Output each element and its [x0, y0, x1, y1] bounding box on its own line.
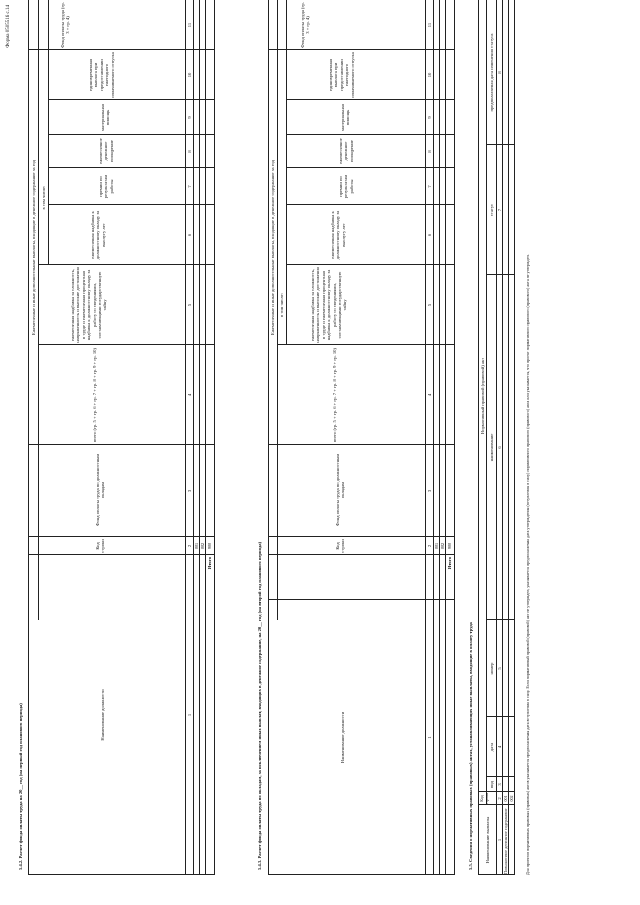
- s2-num-7: 7: [427, 185, 432, 188]
- s3-header-act: Нормативный правовой (правовой) акт: [480, 357, 485, 435]
- section-1-title: 5.4.2. Расчет фонда оплаты труда на 20__ год (на первый год планового периода): [18, 703, 23, 870]
- s2-total-code: 900: [447, 542, 452, 550]
- section-3-title: 5.5. Сведения о нормативных правовых (правовых) актах, устанавливающих иные выплаты, входящие в оплату труда: [468, 622, 473, 870]
- s1-num-1: 1: [187, 713, 192, 717]
- s2-header-group: Ежемесячные и иные дополнительные выплаты, входящие в денежное содержание за год: [270, 160, 275, 335]
- s3-num-5: 5: [497, 667, 502, 670]
- s3-header-vid: вид: [489, 781, 494, 788]
- s3-num-2: 2: [497, 797, 502, 800]
- s1-header-code: Код строки: [95, 539, 106, 553]
- s1-header-c9: материальная помощь: [100, 104, 111, 131]
- section-2-title: 5.4.3. Расчет фонда оплаты труда по окладам, за исключением иных выплат, входящих в денежное содержание, на 20__ год (на второй год планового периода): [257, 541, 262, 870]
- s1-header-c11: Фонд оплаты труда (гр. 3 + гр. 4): [60, 2, 71, 48]
- s3-header-date: дата: [489, 742, 494, 752]
- s3-header-status: статус: [489, 203, 494, 217]
- s2-header-c5: ежемесячная надбавка за сложность, напряженность и высокие достижения в труде и ежемесячная процентная надбавка к должностному окладу за работу со сведениями, составляющими государственную тайну: [310, 267, 348, 343]
- s1-num-7: 7: [187, 185, 192, 188]
- s3-header-naim: наименование: [489, 433, 494, 462]
- s1-num-10: 10: [187, 72, 192, 78]
- s2-num-2: 2: [427, 544, 432, 548]
- s3-header-pred: предполагаемая дата изменения статуса: [489, 33, 494, 112]
- s2-row-code-1: 001: [434, 542, 439, 550]
- s1-header-c6: ежемесячная надбавка к должностному окладу за выслугу лет: [90, 210, 106, 260]
- s2-num-9: 9: [427, 116, 432, 119]
- s2-header-c11: Фонд оплаты труда (гр. 3 + гр. 4): [300, 2, 311, 48]
- s3-row-label: Повышенное денежное содержание: [503, 808, 508, 874]
- s2-header-code: Код строки: [335, 539, 346, 553]
- s2-header-total: всего (гр. 5 + гр. 6 + гр. 7 + гр. 8 + гр. 9 + гр. 10): [332, 348, 337, 442]
- s2-num-6: 6: [427, 233, 432, 237]
- s2-header-c10: единовременная выплата при предоставлении ежегодного оплачиваемого отпуска: [328, 52, 355, 98]
- s2-header-c9: материальная помощь: [340, 104, 351, 131]
- s3-num-8: 8: [497, 71, 502, 74]
- s1-row-code-1: 001: [194, 542, 199, 550]
- s3-row-code-1: 001: [503, 795, 508, 802]
- s1-num-11: 11: [187, 22, 192, 28]
- s1-header-c5: ежемесячная надбавка за сложность, напряженность и высокие достижения в труде и ежемесячная процентная надбавка к должностному окладу за работу со сведениями, составляющими государственную тайну: [70, 267, 108, 343]
- s2-num-3: 3: [427, 489, 432, 493]
- s2-header-c7: премии по результатам работы: [338, 174, 354, 199]
- s1-num-5: 5: [187, 303, 192, 307]
- s3-header-code: Код строки: [479, 792, 489, 805]
- s1-num-3: 3: [187, 489, 192, 493]
- s1-header-total: всего (гр. 5 + гр. 6 + гр. 7 + гр. 8 + гр. 9 + гр. 10): [92, 348, 97, 442]
- s1-num-4: 4: [187, 393, 192, 397]
- s1-header-group: Ежемесячные и иные дополнительные выплаты, входящие в денежное содержание за год: [31, 160, 36, 335]
- s1-header-c10: единовременная выплата при предоставлении ежегодного оплачиваемого отпуска: [88, 52, 115, 98]
- s2-header-c6: ежемесячная надбавка к должностному окладу за выслугу лет: [330, 210, 346, 260]
- s3-num-7: 7: [497, 208, 502, 212]
- s2-header-incl: в том числе:: [279, 293, 284, 317]
- s2-num-10: 10: [427, 72, 432, 78]
- s1-row-code-2: 002: [200, 542, 205, 550]
- s1-header-c8: ежемесячное денежное поощрение: [98, 138, 114, 164]
- s1-header-c7: премии по результатам работы: [98, 174, 114, 199]
- s1-header-name: Наименование должности: [100, 689, 105, 741]
- s1-header-incl: в том числе:: [41, 185, 46, 210]
- s2-row-code-2: 002: [440, 542, 445, 550]
- s2-header-c8: ежемесячное денежное поощрение: [338, 138, 354, 164]
- s3-header-name: Наименование выплаты: [485, 816, 490, 864]
- s1-num-9: 9: [187, 116, 192, 119]
- s1-total-code: 900: [207, 542, 212, 550]
- s2-header-name: Наименование должности: [340, 711, 345, 764]
- s2-num-1: 1: [427, 736, 432, 739]
- s1-num-2: 2: [187, 544, 192, 548]
- s2-header-fund: Фонд оплаты труда по должностным окладам: [335, 453, 346, 527]
- s2-total-label: Итого: [447, 557, 452, 570]
- s3-num-4: 4: [497, 745, 502, 749]
- s1-num-8: 8: [187, 150, 192, 153]
- s3-num-1: 1: [497, 838, 502, 842]
- s2-num-4: 4: [427, 393, 432, 397]
- s2-num-8: 8: [427, 150, 432, 153]
- s1-total-label: Итого: [207, 557, 212, 570]
- s1-num-6: 6: [187, 233, 192, 237]
- s2-num-11: 11: [427, 22, 432, 28]
- s3-row-code-2: 002: [509, 795, 514, 802]
- s3-header-num: номер: [489, 662, 494, 675]
- s2-num-5: 5: [427, 303, 432, 307]
- s1-header-fund: Фонд оплаты труда по должностным окладам: [95, 453, 106, 527]
- s3-num-3: 3: [497, 783, 502, 786]
- form-code: Форма 0505516 с.14: [6, 5, 11, 48]
- s3-num-6: 6: [497, 446, 502, 449]
- footnote: Для проектов нормативных правовых (правовых) актов указывается предполагаемая дата вступления в силу. Если нормативный правовой (правовой) акт не утвержден, указывается предполагаемая дата утверждения (вступления в силу) нормативного правового (правового) акта или указывается, что проект нормативного правового (правового) акта не утвержден.: [525, 254, 530, 875]
